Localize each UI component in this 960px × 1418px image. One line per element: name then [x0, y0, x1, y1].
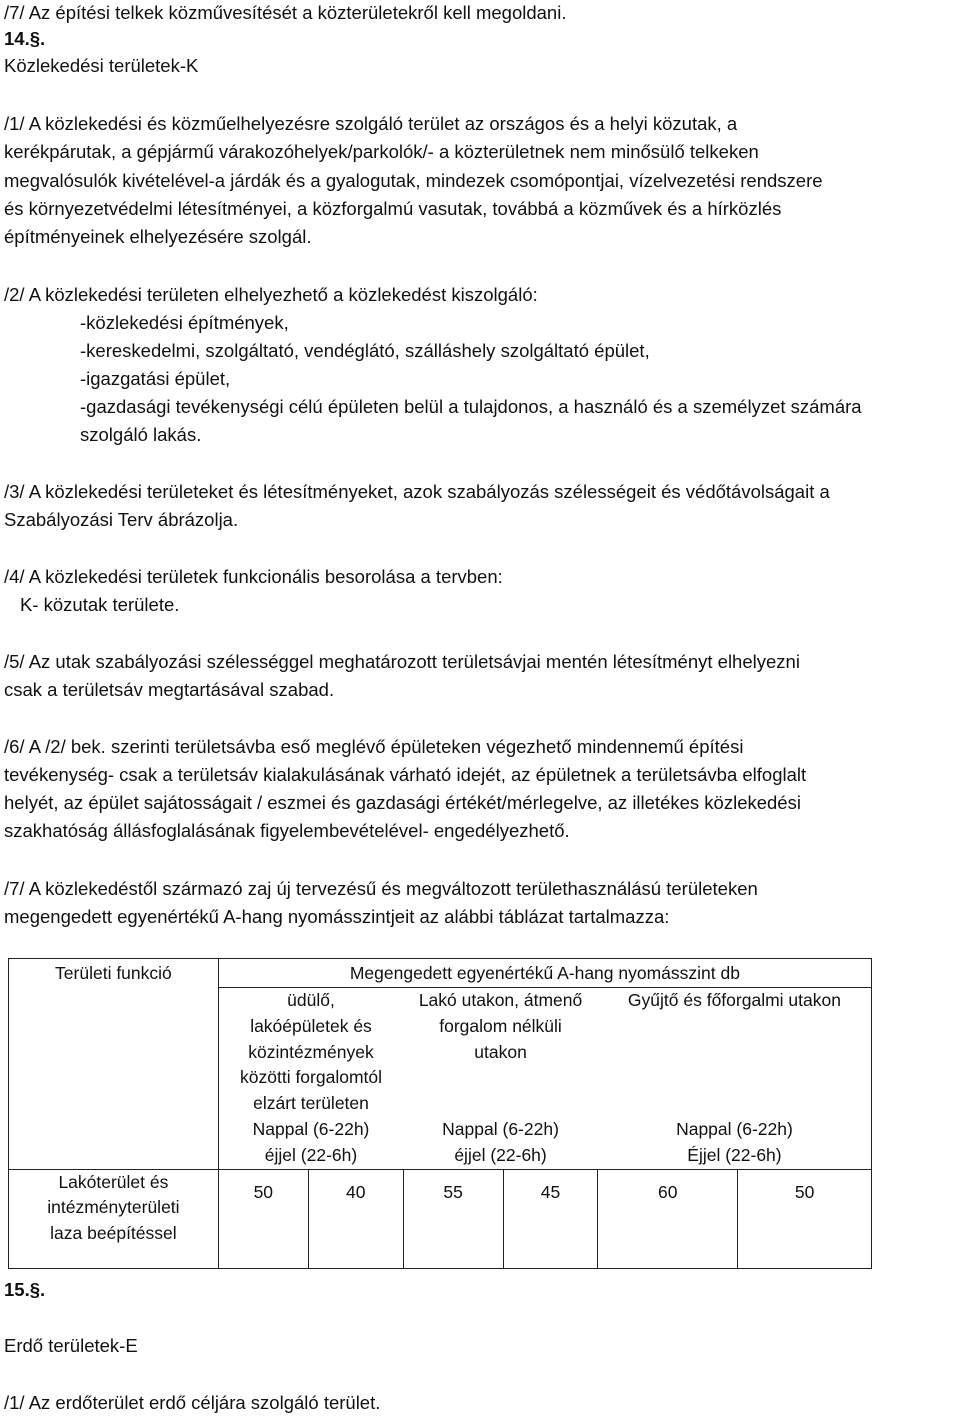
- spacer: [598, 1091, 871, 1117]
- subheader-main-roads: [598, 988, 872, 1170]
- subheader-resort: [218, 988, 403, 1170]
- paragraph-line: /3/ A közlekedési területeket és létesítményeket, azok szabályozás szélességeit és védőtávolságait a: [4, 481, 830, 502]
- list-item: -közlekedési építmények,: [80, 312, 289, 333]
- header-label: Területi funkció: [55, 963, 172, 983]
- subheader-line: Nappal (6-22h): [676, 1118, 793, 1139]
- subheader-line: éjjel (22-6h): [454, 1144, 547, 1165]
- list-item: szolgáló lakás.: [80, 424, 202, 445]
- paragraph-line: megvalósulók kivételével-a járdák és a gyalogutak, mindezek csomópontjai, vízelvezetési rendszere: [4, 170, 823, 191]
- row-label-line: Lakóterület és: [58, 1171, 169, 1192]
- row-function: [9, 1169, 219, 1268]
- paragraph-line: tevékenység- csak a területsáv kialakulásának várható idejét, az épületnek a területsávba elfoglalt: [4, 764, 807, 785]
- spacer: [598, 1014, 871, 1040]
- value-cell: 45: [503, 1169, 598, 1268]
- subheader-line: Gyűjtő és főforgalmi utakon: [627, 990, 841, 1010]
- value-cell: 50: [218, 1169, 308, 1268]
- paragraph-line: megengedett egyenértékű A-hang nyomásszintjeit az alábbi táblázat tartalmazza:: [4, 906, 670, 927]
- paragraph-line: kerékpárutak, a gépjármű várakozóhelyek/parkolók/- a közterületnek nem minősülő telkeken: [4, 141, 759, 162]
- section-title: Erdő területek-E: [4, 1335, 138, 1356]
- subheader-line: Nappal (6-22h): [442, 1118, 559, 1139]
- list-item: -gazdasági tevékenységi célú épületen belül a tulajdonos, a használó és a személyzet számára: [80, 396, 862, 417]
- list-item: -igazgatási épület,: [80, 368, 231, 389]
- section-number: 14.§.: [4, 28, 46, 49]
- subheader-line: Nappal (6-22h): [252, 1118, 370, 1139]
- paragraph-line: helyét, az épület sajátosságait / eszmei és gazdasági értékét/mérlegelve, az illetékes közlekedési: [4, 792, 801, 813]
- value-cell: 40: [308, 1169, 403, 1268]
- spacer: [598, 1065, 871, 1091]
- paragraph-line: és környezetvédelmi létesítményei, a közforgalmú vasutak, továbbá a közművek és a hírközlés: [4, 198, 782, 219]
- section-title: Közlekedési területek-K: [4, 55, 199, 76]
- subheader-line: lakóépületek és: [250, 1015, 372, 1036]
- paragraph-line: /7/ A közlekedéstől származó zaj új tervezésű és megváltozott területhasználású területeken: [4, 878, 758, 899]
- paragraph-line: /1/ Az erdőterület erdő céljára szolgáló terület.: [4, 1392, 381, 1413]
- subheader-line: közötti forgalomtól: [240, 1067, 383, 1088]
- paragraph-line: /1/ A közlekedési és közműelhelyezésre szolgáló terület az országos és a helyi közutak, a: [4, 113, 738, 134]
- subheader-line: forgalom nélküli: [439, 1015, 562, 1036]
- paragraph-line: /6/ A /2/ bek. szerinti területsávba eső meglévő épületeken végezhető mindennemű építési: [4, 736, 744, 757]
- subheader-line: utakon: [474, 1041, 527, 1062]
- subheader-line: üdülő,: [287, 990, 335, 1010]
- noise-limit-table: [8, 958, 872, 1269]
- subheader-line: közintézmények: [248, 1041, 374, 1062]
- subheader-residential-roads: [403, 988, 598, 1170]
- paragraph-line: csak a területsáv megtartásával szabad.: [4, 679, 335, 700]
- section-number: 15.§.: [4, 1279, 46, 1300]
- header-label: Megengedett egyenértékű A-hang nyomásszint db: [349, 963, 740, 983]
- table-row: [9, 1169, 872, 1268]
- spacer: [403, 1065, 598, 1091]
- value-cell: 55: [403, 1169, 503, 1268]
- subheader-line: éjjel (22-6h): [264, 1144, 358, 1165]
- subheader-line: Éjjel (22-6h): [687, 1144, 782, 1165]
- row-label-line: laza beépítéssel: [50, 1223, 177, 1244]
- paragraph-line: /7/ Az építési telkek közművesítését a közterületekről kell megoldani.: [4, 2, 567, 23]
- paragraph-line: építményeinek elhelyezésére szolgál.: [4, 226, 312, 247]
- value-cell: 50: [738, 1169, 872, 1268]
- paragraph-line: Szabályozási Terv ábrázolja.: [4, 509, 239, 530]
- paragraph-line: K- közutak területe.: [20, 594, 180, 615]
- spacer: [403, 1091, 598, 1117]
- paragraph-line: /4/ A közlekedési területek funkcionális besorolása a tervben:: [4, 566, 503, 587]
- paragraph-line: /5/ Az utak szabályozási szélességgel meghatározott területsávjai mentén létesítményt elhelyezni: [4, 651, 800, 672]
- paragraph-line: /2/ A közlekedési területen elhelyezhető a közlekedést kiszolgáló:: [4, 284, 538, 305]
- spacer: [598, 1040, 871, 1066]
- list-item: -kereskedelmi, szolgáltató, vendéglátó, szálláshely szolgáltató épület,: [80, 340, 650, 361]
- subheader-line: elzárt területen: [253, 1093, 369, 1114]
- column-header-function: [9, 959, 219, 1170]
- subheader-line: Lakó utakon, átmenő: [418, 990, 583, 1010]
- column-header-group: [218, 959, 871, 988]
- paragraph-line: szakhatóság állásfoglalásának figyelembevételével- engedélyezhető.: [4, 820, 570, 841]
- value-cell: 60: [598, 1169, 738, 1268]
- row-label-line: intézményterületi: [47, 1197, 180, 1218]
